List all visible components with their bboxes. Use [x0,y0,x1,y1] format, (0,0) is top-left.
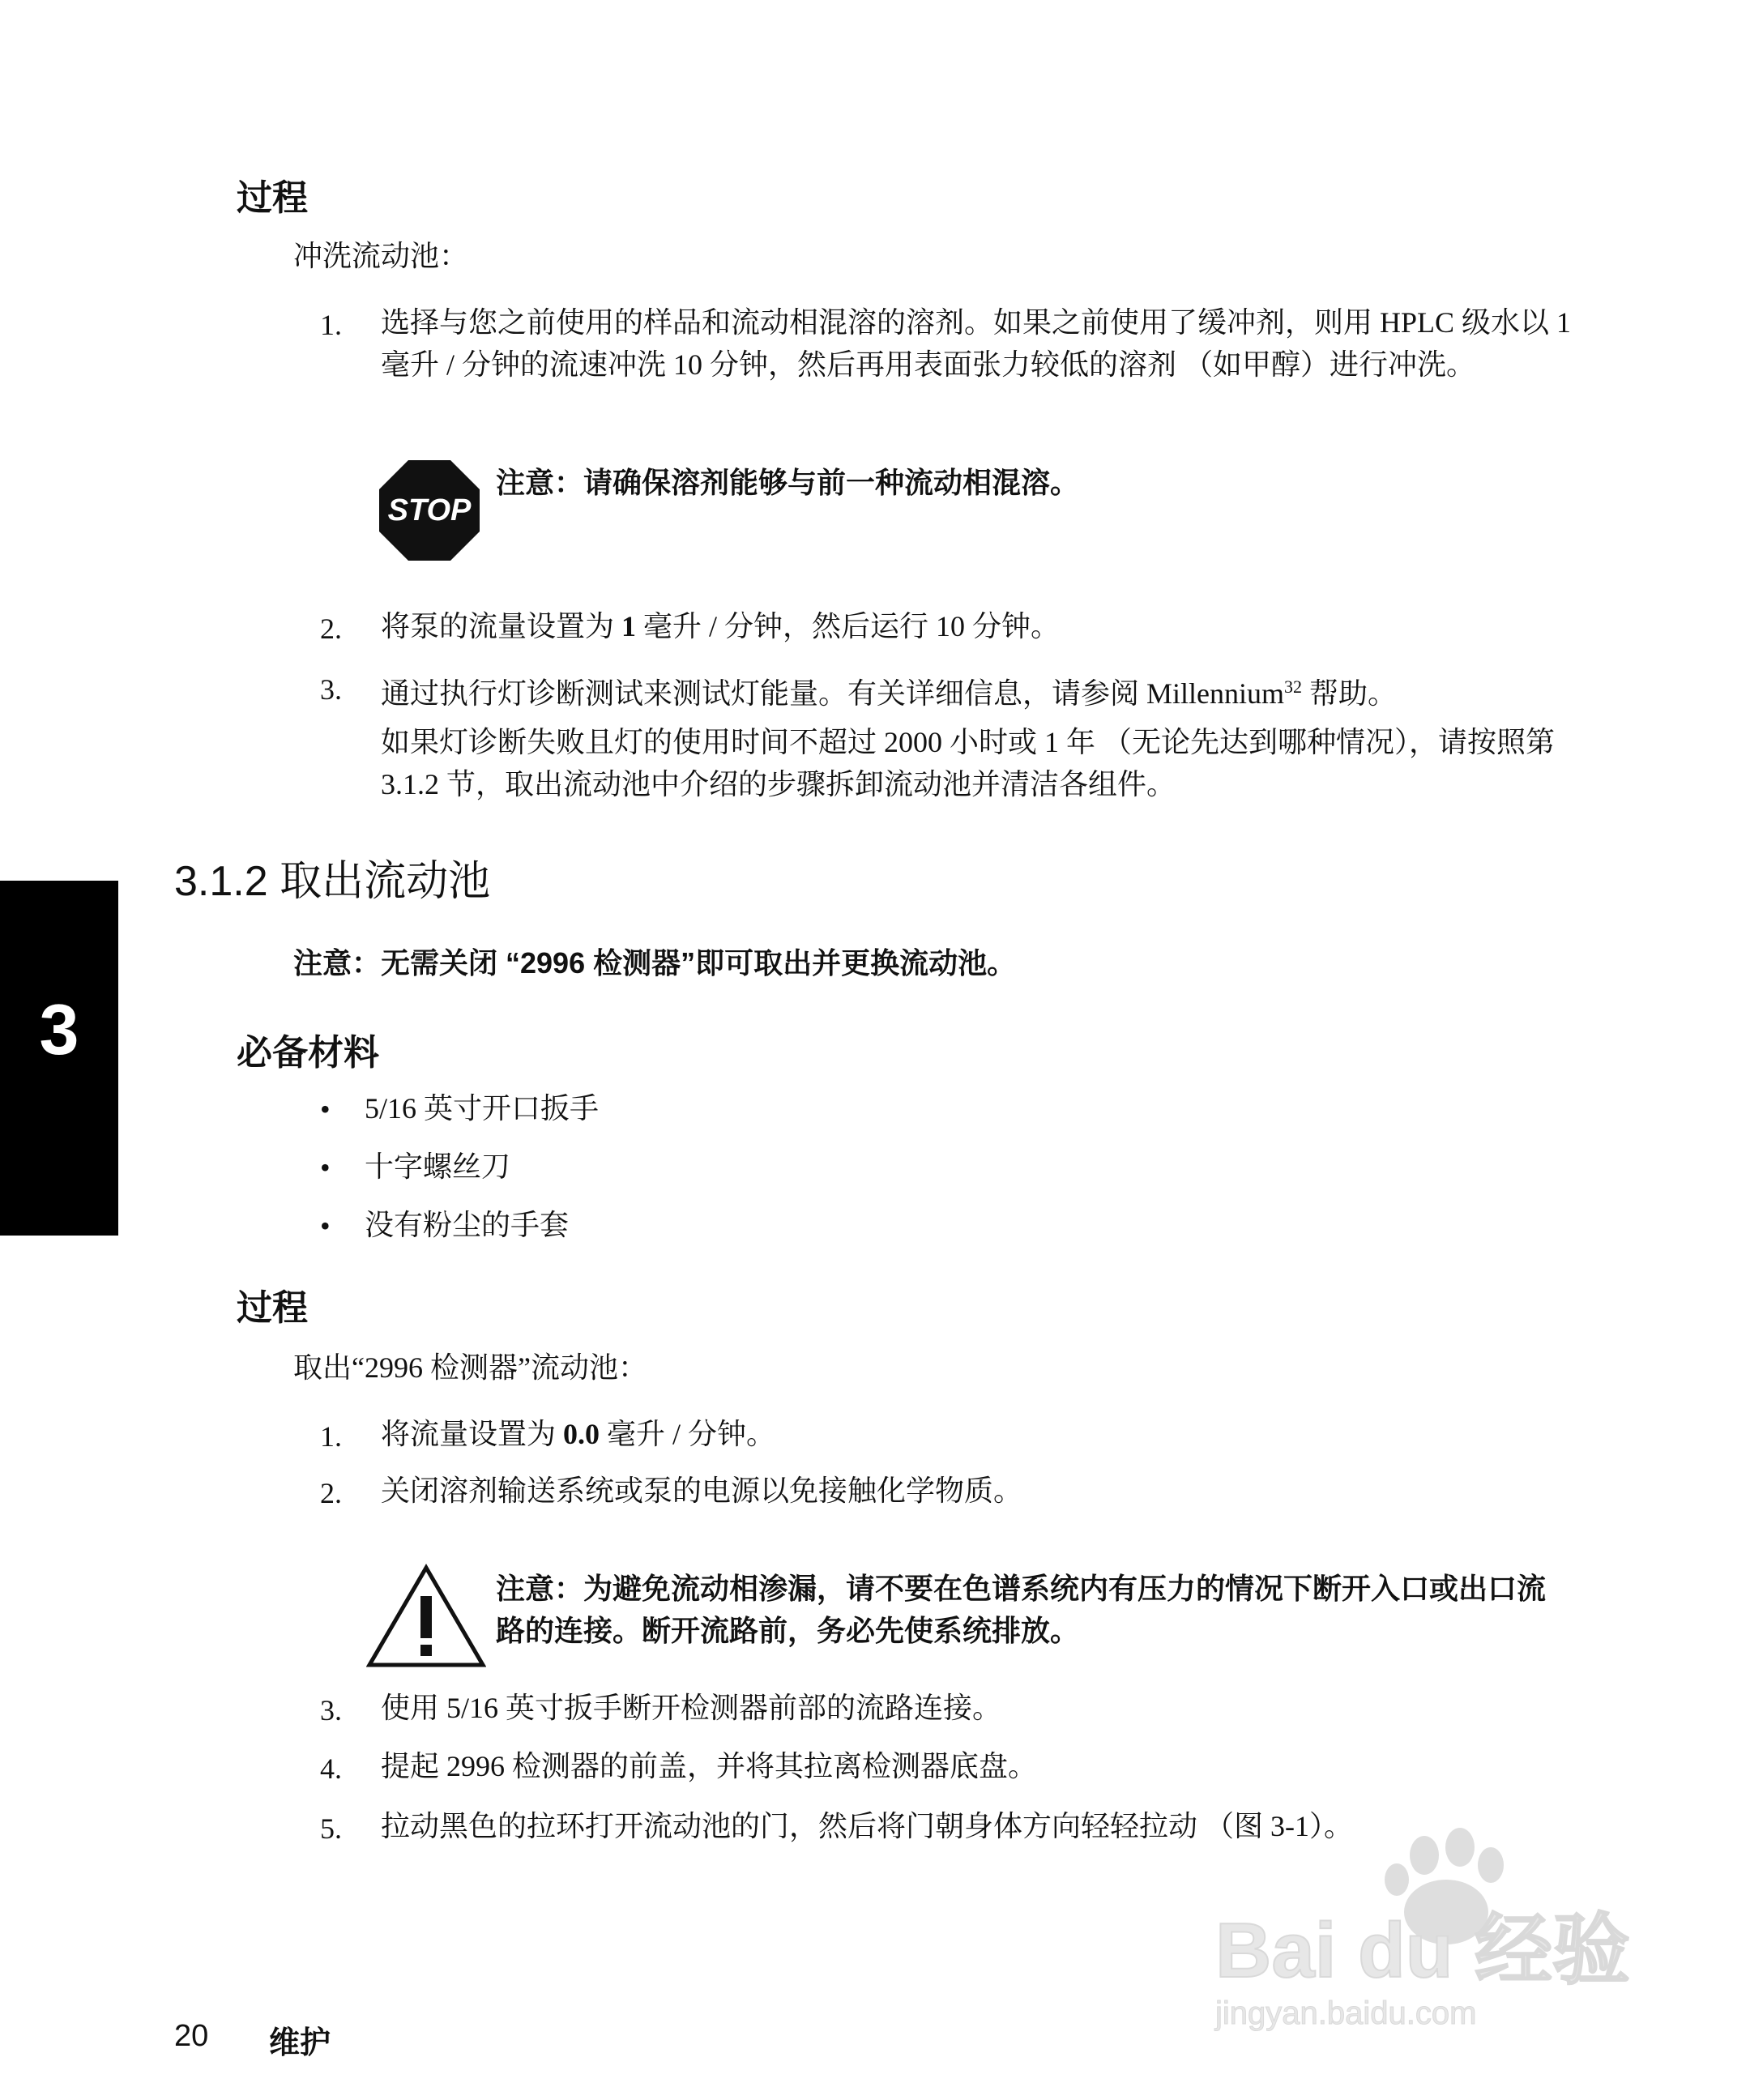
footer-title: 维护 [269,2026,331,2060]
step-extra-text: 如果灯诊断失败且灯的使用时间不超过 2000 小时或 1 年 （无论先达到哪种情况），请按照第 3.1.2 节，取出流动池中介绍的步骤拆卸流动池并清洁各组件。 [381,726,1556,800]
step-text: 拉动黑色的拉环打开流动池的门，然后将门朝身体方向轻轻拉动 （图 3-1）。 [381,1810,1353,1842]
bullet: • [320,1093,331,1125]
page-number: 20 [174,2019,209,2053]
step-number: 1. [320,309,342,341]
procedure-heading: 过程 [237,178,308,218]
bullet: • [320,1210,331,1242]
step-number: 4. [320,1752,342,1785]
stop-sign-label: STOP [387,493,472,527]
step-number: 2. [320,612,342,645]
section-note: 注意：无需关闭 “2996 检测器”即可取出并更换流动池。 [293,946,1017,980]
step-text: 通过执行灯诊断测试来测试灯能量。有关详细信息，请参阅 Millennium$^{32}$ 帮助。 [381,677,1398,710]
bullet: • [320,1151,331,1184]
watermark-url: jingyan.baidu.com [1215,1995,1477,2031]
caution-note: 注意：为避免流动相渗漏，请不要在色谱系统内有压力的情况下断开入口或出口流路的连接。断开流路前，务必先使系统排放。 [496,1572,1547,1647]
step-number: 5. [320,1812,342,1845]
baidu-watermark [1199,1823,1653,2034]
chapter-number: 3 [39,989,79,1069]
section-heading: 3.1.2 取出流动池 [174,858,491,905]
step-number: 2. [320,1477,342,1509]
step-number: 1. [320,1420,342,1453]
stop-sign-icon [378,459,481,562]
materials-heading: 必备材料 [237,1033,379,1073]
warning-icon [366,1564,486,1669]
procedure-heading: 过程 [237,1288,308,1328]
watermark-logo-text: Bai du 经验 [1215,1907,1631,1994]
step-text: 提起 2996 检测器的前盖，并将其拉离检测器底盘。 [381,1750,1038,1782]
procedure-intro: 冲洗流动池： [293,240,469,272]
stop-note: 注意：请确保溶剂能够与前一种流动相混溶。 [496,466,1080,499]
step-text: 选择与您之前使用的样品和流动相混溶的溶剂。如果之前使用了缓冲剂，则用 HPLC 级水以 1 毫升 / 分钟的流速冲洗 10 分钟，然后再用表面张力较低的溶剂 （如甲醇）进行冲洗。 [381,306,1572,381]
step-text: 将泵的流量设置为 1 毫升 / 分钟，然后运行 10 分钟。 [381,610,1061,642]
list-item: 5/16 英寸开口扳手 [365,1092,600,1125]
list-item: 十字螺丝刀 [365,1150,511,1183]
step-number: 3. [320,673,342,706]
procedure-intro: 取出“2996 检测器”流动池： [293,1351,647,1384]
step-number: 3. [320,1694,342,1727]
step-text: 关闭溶剂输送系统或泵的电源以免接触化学物质。 [381,1475,1023,1507]
step-text: 使用 5/16 英寸扳手断开检测器前部的流路连接。 [381,1692,1002,1724]
list-item: 没有粉尘的手套 [365,1209,570,1241]
step-text: 将流量设置为 0.0 毫升 / 分钟。 [381,1418,776,1450]
